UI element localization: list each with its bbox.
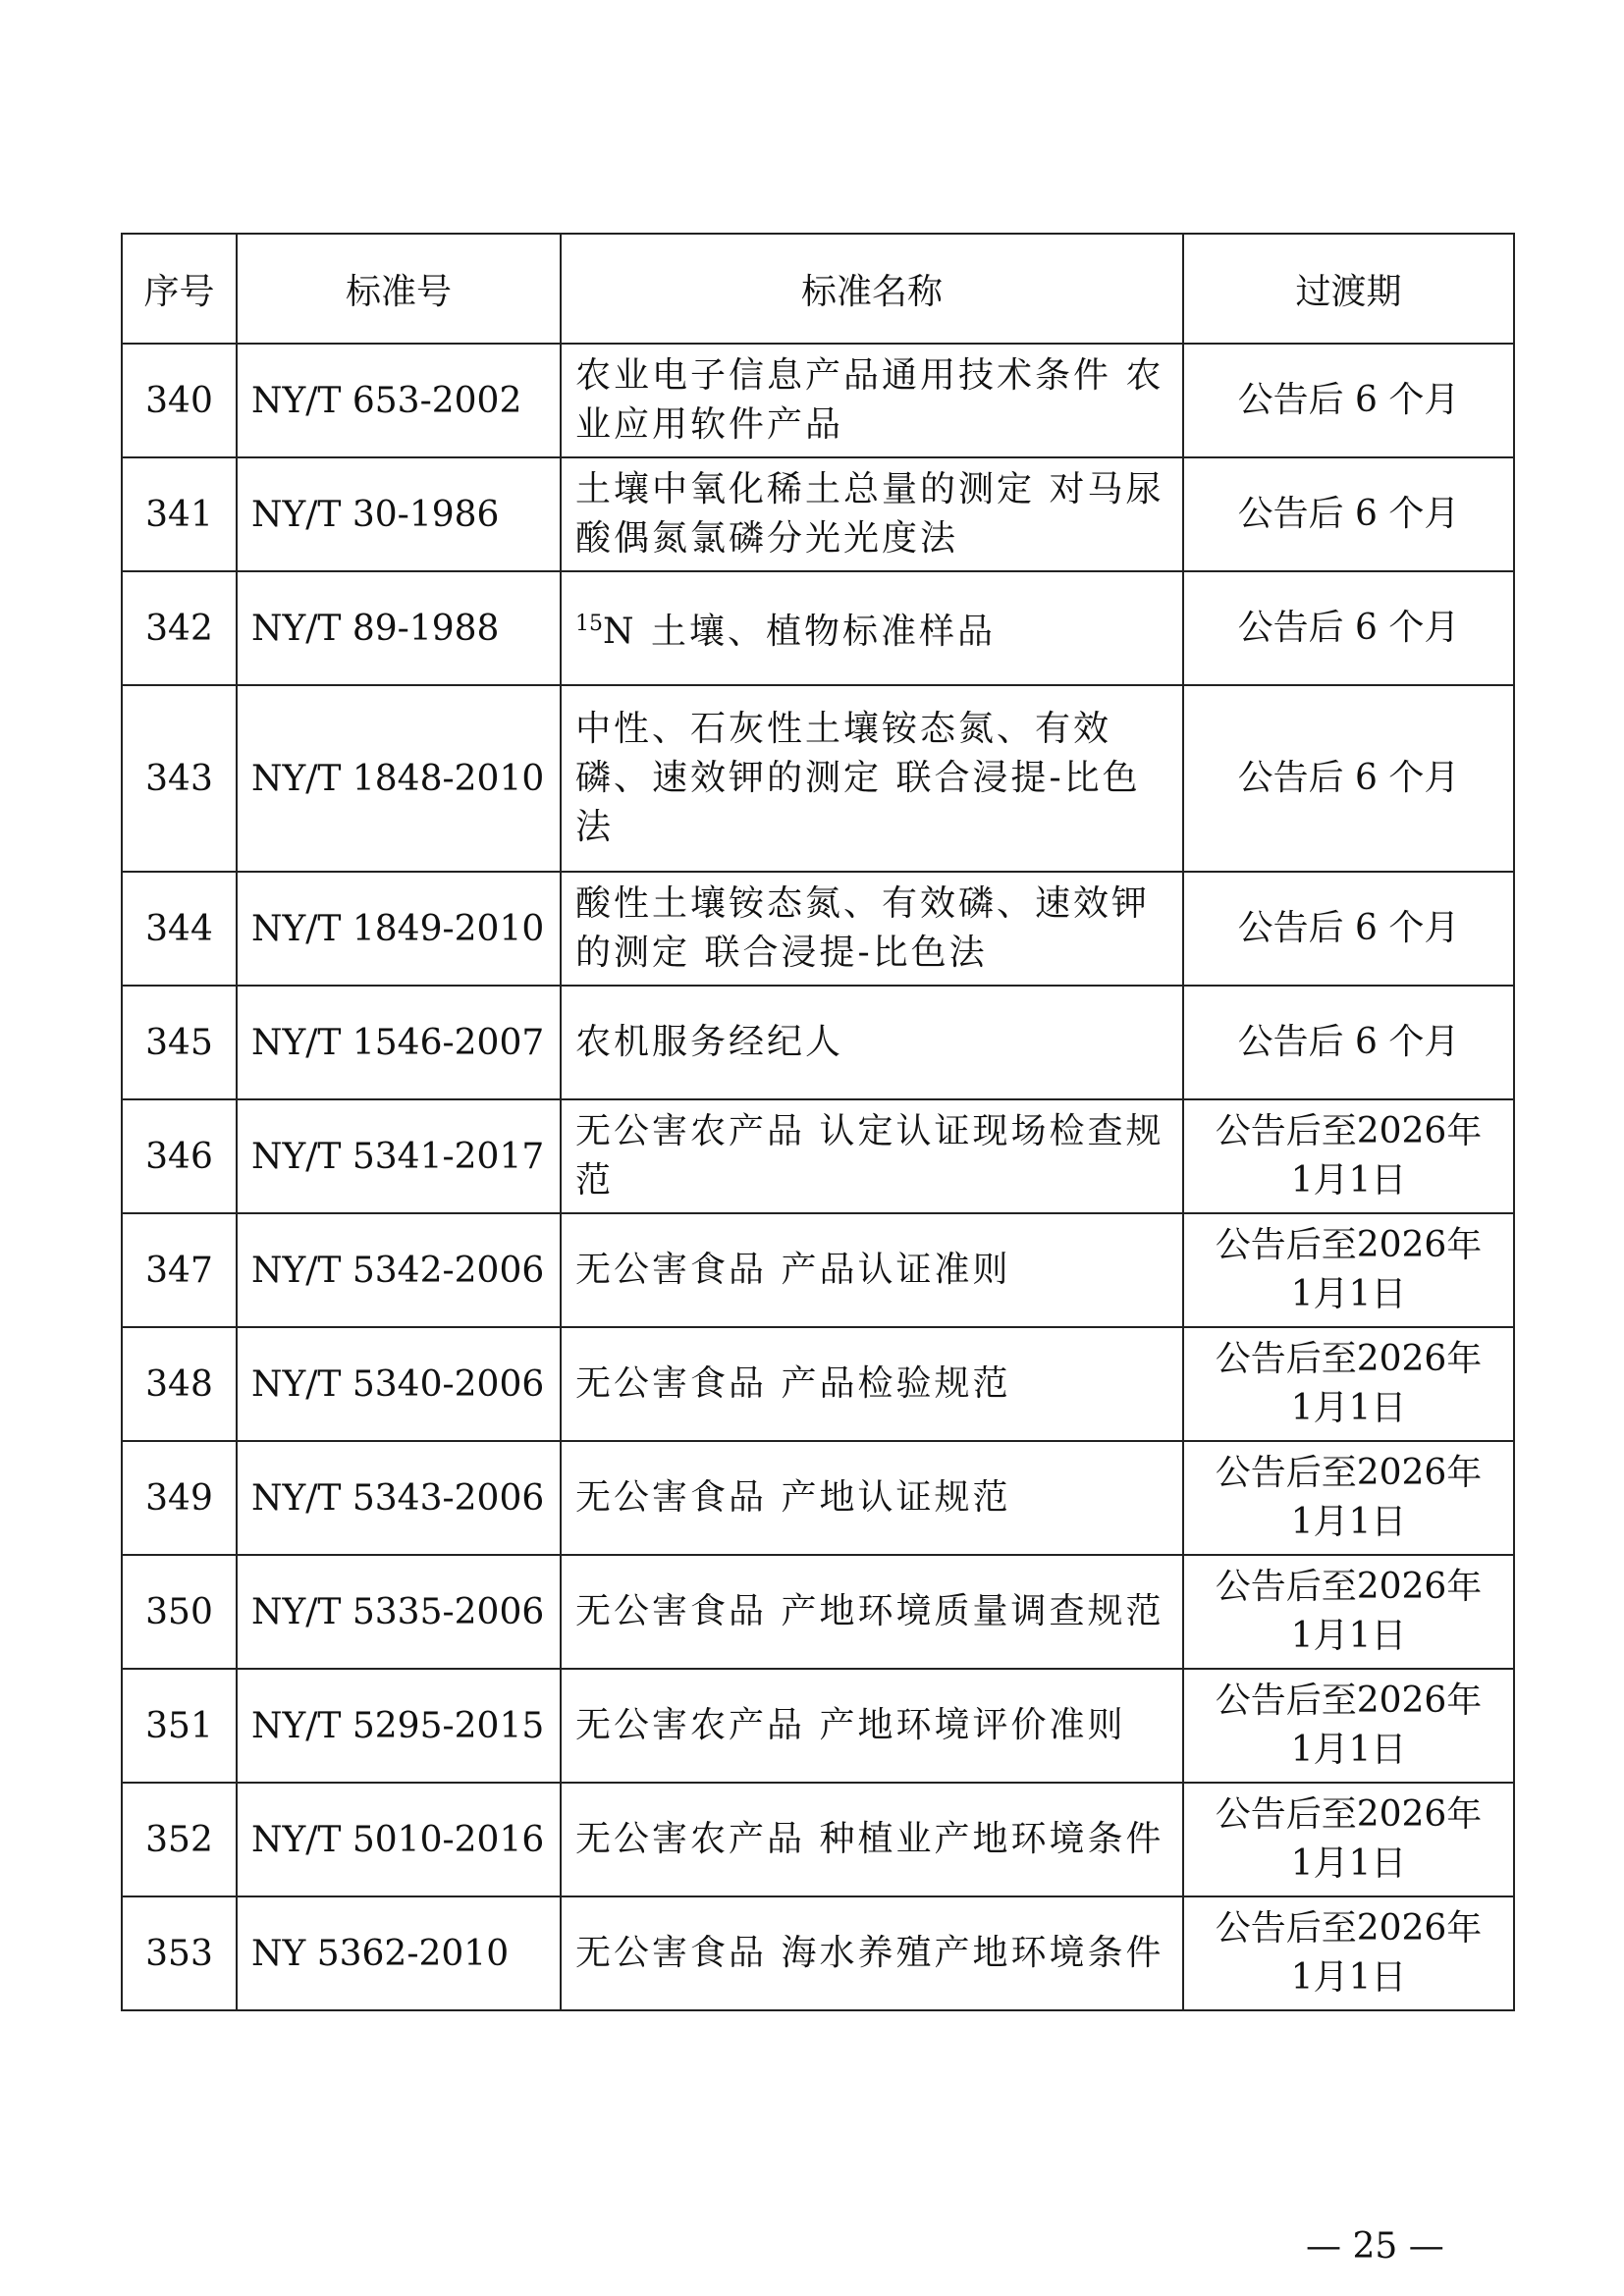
table-row	[122, 571, 1514, 685]
table-row	[122, 1327, 1514, 1441]
table-row	[122, 1099, 1514, 1213]
row-number: 350	[122, 1555, 237, 1669]
standard-name: 农机服务经纪人	[561, 986, 1183, 1099]
header-period: 过渡期	[1183, 234, 1514, 344]
row-number: 345	[122, 986, 237, 1099]
row-number: 344	[122, 872, 237, 986]
row-number: 340	[122, 344, 237, 457]
transition-period-text: 公告后至2026年	[1215, 1111, 1483, 1151]
table-row	[122, 344, 1514, 457]
standard-code: NY/T 30-1986	[237, 457, 561, 571]
standard-name: 酸性土壤铵态氮、有效磷、速效钾的测定 联合浸提-比色法	[561, 872, 1183, 986]
row-number: 347	[122, 1213, 237, 1327]
standard-code: NY/T 5335-2006	[237, 1555, 561, 1669]
row-number: 346	[122, 1099, 237, 1213]
standard-code: NY/T 5341-2017	[237, 1099, 561, 1213]
standard-name: 无公害食品 海水养殖产地环境条件	[561, 1896, 1183, 2010]
standard-name: 无公害食品 产地认证规范	[561, 1441, 1183, 1555]
row-number: 342	[122, 571, 237, 685]
row-number: 348	[122, 1327, 237, 1441]
transition-period-text: 公告后 6 个月	[1237, 908, 1460, 948]
transition-period	[1183, 1896, 1514, 2010]
standard-name: 无公害农产品 认定认证现场检查规范	[561, 1099, 1183, 1213]
standard-code: NY/T 653-2002	[237, 344, 561, 457]
transition-period-text: 公告后至2026年	[1215, 1225, 1483, 1265]
transition-period	[1183, 872, 1514, 986]
row-number: 353	[122, 1896, 237, 2010]
standard-name: 农业电子信息产品通用技术条件 农业应用软件产品	[561, 344, 1183, 457]
header-code: 标准号	[237, 234, 561, 344]
transition-period	[1183, 1327, 1514, 1441]
transition-period-text: 公告后 6 个月	[1237, 494, 1460, 534]
table-row	[122, 986, 1514, 1099]
table-row	[122, 1669, 1514, 1783]
standard-name: 无公害食品 产品认证准则	[561, 1213, 1183, 1327]
transition-period-date: 1月1日	[1290, 1160, 1407, 1201]
table-row	[122, 1441, 1514, 1555]
row-number: 349	[122, 1441, 237, 1555]
standard-name: 无公害食品 产地环境质量调查规范	[561, 1555, 1183, 1669]
table-row	[122, 872, 1514, 986]
transition-period-date: 1月1日	[1290, 1274, 1407, 1314]
transition-period-date: 1月1日	[1290, 1843, 1407, 1884]
transition-period-text: 公告后至2026年	[1215, 1908, 1483, 1949]
standard-code: NY/T 5010-2016	[237, 1783, 561, 1896]
transition-period	[1183, 571, 1514, 685]
transition-period	[1183, 1783, 1514, 1896]
standard-code: NY/T 89-1988	[237, 571, 561, 685]
transition-period	[1183, 457, 1514, 571]
standard-name: 无公害食品 产品检验规范	[561, 1327, 1183, 1441]
transition-period-text: 公告后 6 个月	[1237, 380, 1460, 420]
transition-period-text: 公告后至2026年	[1215, 1567, 1483, 1607]
standard-code: NY/T 1546-2007	[237, 986, 561, 1099]
standard-name: 无公害农产品 种植业产地环境条件	[561, 1783, 1183, 1896]
row-number: 351	[122, 1669, 237, 1783]
table-row	[122, 1896, 1514, 2010]
transition-period	[1183, 344, 1514, 457]
transition-period	[1183, 1213, 1514, 1327]
transition-period	[1183, 1441, 1514, 1555]
transition-period-text: 公告后至2026年	[1215, 1681, 1483, 1721]
standard-code: NY/T 1848-2010	[237, 685, 561, 872]
table-row	[122, 457, 1514, 571]
row-number: 343	[122, 685, 237, 872]
standard-name: 中性、石灰性土壤铵态氮、有效磷、速效钾的测定 联合浸提-比色法	[561, 685, 1183, 872]
transition-period	[1183, 986, 1514, 1099]
table-header-row	[122, 234, 1514, 344]
standard-code: NY/T 5295-2015	[237, 1669, 561, 1783]
transition-period	[1183, 1555, 1514, 1669]
transition-period-date: 1月1日	[1290, 1388, 1407, 1428]
transition-period	[1183, 1099, 1514, 1213]
standard-name: 土壤中氧化稀土总量的测定 对马尿酸偶氮氯磷分光光度法	[561, 457, 1183, 571]
table-row	[122, 1213, 1514, 1327]
page-number: — 25 —	[1306, 2226, 1444, 2267]
standard-code: NY/T 1849-2010	[237, 872, 561, 986]
standards-table	[121, 233, 1515, 2011]
transition-period-date: 1月1日	[1290, 1957, 1407, 1998]
header-no: 序号	[122, 234, 237, 344]
standard-code: NY/T 5343-2006	[237, 1441, 561, 1555]
table-row	[122, 1783, 1514, 1896]
table-row	[122, 1555, 1514, 1669]
row-number: 352	[122, 1783, 237, 1896]
standard-code: NY/T 5342-2006	[237, 1213, 561, 1327]
transition-period-text: 公告后至2026年	[1215, 1794, 1483, 1835]
transition-period-text: 公告后 6 个月	[1237, 758, 1460, 798]
transition-period-date: 1月1日	[1290, 1616, 1407, 1656]
transition-period-text: 公告后 6 个月	[1237, 608, 1460, 648]
standard-name-text: N 土壤、植物标准样品	[603, 612, 996, 652]
transition-period-text: 公告后至2026年	[1215, 1339, 1483, 1379]
standard-name	[561, 571, 1183, 685]
standard-code: NY 5362-2010	[237, 1896, 561, 2010]
standard-name: 无公害农产品 产地环境评价准则	[561, 1669, 1183, 1783]
transition-period-date: 1月1日	[1290, 1730, 1407, 1770]
transition-period-text: 公告后至2026年	[1215, 1453, 1483, 1493]
transition-period	[1183, 1669, 1514, 1783]
header-name: 标准名称	[561, 234, 1183, 344]
standard-code: NY/T 5340-2006	[237, 1327, 561, 1441]
table-row	[122, 685, 1514, 872]
transition-period-text: 公告后 6 个月	[1237, 1022, 1460, 1062]
transition-period-date: 1月1日	[1290, 1502, 1407, 1542]
row-number: 341	[122, 457, 237, 571]
isotope-superscript: 15	[575, 612, 603, 636]
transition-period	[1183, 685, 1514, 872]
